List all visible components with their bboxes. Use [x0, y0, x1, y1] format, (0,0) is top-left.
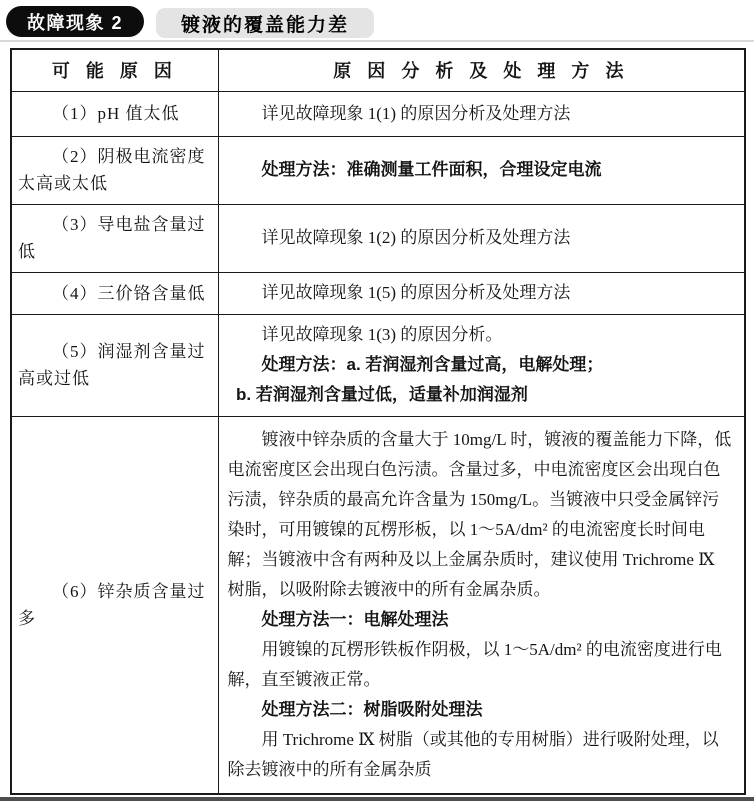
- table-row: [11, 204, 745, 272]
- cause-cell: （4）三价铬含量低: [11, 272, 218, 314]
- table-head: [11, 49, 745, 91]
- cause-cell: （6）锌杂质含量过多: [11, 416, 218, 794]
- analysis-paragraph: 用镀镍的瓦楞形铁板作阴极，以 1～5A/dm² 的电流密度进行电解，直至镀液正常。: [227, 639, 722, 689]
- cause-cell: （1）pH 值太低: [11, 91, 218, 136]
- bold-label: 处理方法：准确测量工件面积，合理设定电流: [261, 160, 602, 179]
- table-body: [11, 91, 745, 794]
- analysis-cell: [218, 204, 745, 272]
- analysis-cell: [218, 314, 745, 416]
- analysis-paragraph: [228, 695, 736, 725]
- table-row: [11, 314, 745, 416]
- table-row: [11, 136, 745, 204]
- analysis-cell: [218, 272, 745, 314]
- page-bottom-rule: [0, 797, 754, 801]
- table-row: [11, 272, 745, 314]
- bold-label: 处理方法二：树脂吸附处理法: [261, 699, 483, 719]
- fault-badge: 故障现象 2: [6, 6, 144, 37]
- table-row: [11, 91, 745, 136]
- analysis-paragraph: [228, 380, 736, 410]
- fault-table: [10, 48, 746, 795]
- analysis-paragraph: 详见故障现象 1(5) 的原因分析及处理方法: [261, 283, 571, 302]
- bold-label: 处理方法：a. 若润湿剂含量过高，电解处理；: [261, 355, 604, 374]
- analysis-paragraph: [228, 605, 736, 635]
- column-header-analysis: 原 因 分 析 及 处 理 方 法: [218, 49, 745, 91]
- analysis-paragraph: 用 Trichrome Ⅸ 树脂（或其他的专用树脂）进行吸附处理，以除去镀液中的所有金属杂质: [227, 729, 719, 779]
- analysis-paragraph: [228, 155, 736, 185]
- column-header-cause: 可 能 原 因: [11, 49, 218, 91]
- fault-title: 镀液的覆盖能力差: [156, 8, 374, 38]
- cause-cell: （5）润湿剂含量过高或过低: [11, 314, 218, 416]
- bold-label: 处理方法一：电解处理法: [261, 609, 449, 629]
- analysis-paragraph: 详见故障现象 1(3) 的原因分析。: [261, 325, 503, 344]
- table-header-row: [11, 49, 745, 91]
- header-divider: [0, 40, 754, 42]
- bold-label: b. 若润湿剂含量过低，适量补加润湿剂: [236, 385, 528, 404]
- analysis-paragraph: [228, 350, 736, 380]
- table-row: [11, 416, 745, 794]
- analysis-cell: [218, 91, 745, 136]
- analysis-paragraph: 镀液中锌杂质的含量大于 10mg/L 时，镀液的覆盖能力下降，低电流密度区会出现白色污渍。含量过多，中电流密度区会出现白色污渍，锌杂质的最高允许含量为 150mg/L。当镀液中只受金属锌污染时，可用镀镍的瓦楞形板，以 1～5A/dm² 的电流密度长时间电解；当镀液中含有两种及以上金属杂质时，建议使用 Trichrome Ⅸ 树脂，以吸附除去镀液中的所有金属杂质。: [227, 429, 732, 599]
- cause-cell: （2）阴极电流密度太高或太低: [11, 136, 218, 204]
- analysis-paragraph: 详见故障现象 1(1) 的原因分析及处理方法: [261, 103, 571, 123]
- analysis-cell: [218, 136, 745, 204]
- analysis-cell: [218, 416, 745, 794]
- analysis-paragraph: 详见故障现象 1(2) 的原因分析及处理方法: [261, 228, 571, 247]
- cause-cell: （3）导电盐含量过低: [11, 204, 218, 272]
